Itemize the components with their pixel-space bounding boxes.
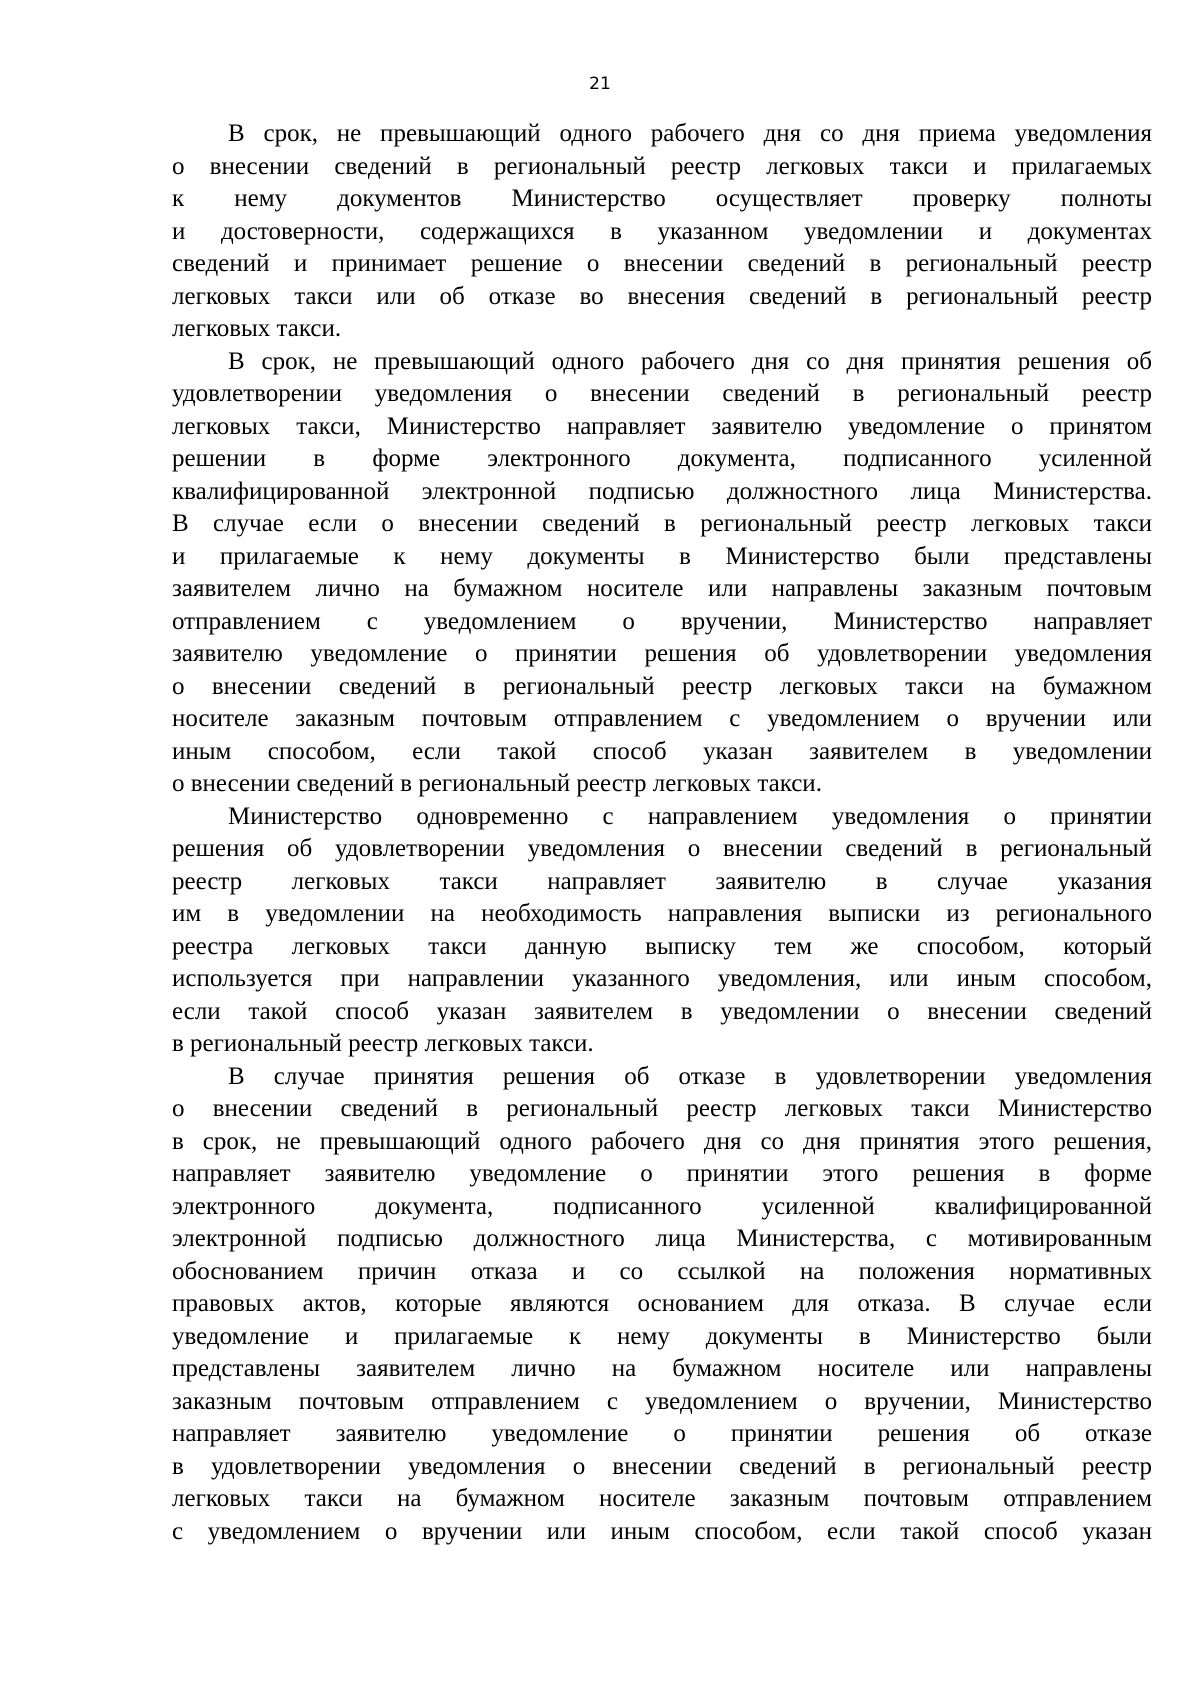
text-line: электронного документа, подписанного усиленной квалифицированной — [172, 1192, 1152, 1220]
text-line: заказным почтовым отправлением с уведомлением о вручении, Министерство — [172, 1387, 1152, 1415]
text-line: легковых такси на бумажном носителе заказным почтовым отправлением — [172, 1485, 1152, 1512]
text-line: удовлетворении уведомления о внесении сведений в региональный реестр — [172, 380, 1152, 407]
text-line: о внесении сведений в региональный реестр легковых такси и прилагаемых — [172, 152, 1152, 180]
text-line: носителе заказным почтовым отправлением с уведомлением о вручении или — [172, 705, 1152, 732]
page-number: 21 — [589, 74, 611, 94]
paragraph — [172, 801, 1152, 1061]
text-line: о внесении сведений в региональный реестр легковых такси. — [172, 770, 822, 797]
text-line: электронной подписью должностного лица Министерства, с мотивированным — [172, 1225, 1152, 1252]
text-line: сведений и принимает решение о внесении сведений в региональный реестр — [172, 250, 1152, 277]
text-line: используется при направлении указанного уведомления, или иным способом, — [172, 965, 1152, 992]
text-line: легковых такси или об отказе во внесения сведений в региональный реестр — [172, 282, 1152, 310]
text-line: В срок, не превышающий одного рабочего дня со дня приема уведомления — [228, 120, 1152, 147]
text-line: квалифицированной электронной подписью должностного лица Министерства. — [172, 477, 1152, 505]
text-line: если такой способ указан заявителем в уведомлении о внесении сведений — [172, 997, 1152, 1025]
text-line: В случае принятия решения об отказе в удовлетворении уведомления — [228, 1062, 1152, 1090]
text-line: решении в форме электронного документа, подписанного усиленной — [172, 445, 1152, 472]
text-line: в региональный реестр легковых такси. — [172, 1030, 594, 1057]
paragraph — [172, 118, 1152, 346]
text-line: направляет заявителю уведомление о принятии этого решения в форме — [172, 1160, 1152, 1187]
text-line: реестра легковых такси данную выписку тем же способом, который — [172, 932, 1152, 960]
text-line: в удовлетворении уведомления о внесении сведений в региональный реестр — [172, 1452, 1152, 1480]
text-line: уведомление и прилагаемые к нему документы в Министерство были — [172, 1322, 1152, 1350]
text-line: легковых такси, Министерство направляет заявителю уведомление о принятом — [172, 412, 1152, 440]
text-line: заявителю уведомление о принятии решения об удовлетворении уведомления — [172, 640, 1152, 667]
text-line: реестр легковых такси направляет заявителю в случае указания — [172, 867, 1152, 895]
text-line: легковых такси. — [172, 315, 342, 342]
text-line: о внесении сведений в региональный реестр легковых такси Министерство — [172, 1095, 1152, 1122]
text-line: им в уведомлении на необходимость направления выписки из регионального — [172, 900, 1152, 927]
text-line: заявителем лично на бумажном носителе или направлены заказным почтовым — [172, 575, 1152, 602]
text-line: Министерство одновременно с направлением уведомления о принятии — [228, 802, 1152, 830]
paragraph — [172, 346, 1152, 801]
text-line: решения об удовлетворении уведомления о внесении сведений в региональный — [172, 835, 1152, 862]
text-line: с уведомлением о вручении или иным способом, если такой способ указан — [172, 1517, 1152, 1545]
text-line: обоснованием причин отказа и со ссылкой на положения нормативных — [172, 1257, 1152, 1285]
body-text — [172, 118, 1152, 1548]
text-line: представлены заявителем лично на бумажном носителе или направлены — [172, 1355, 1152, 1382]
text-line: о внесении сведений в региональный реестр легковых такси на бумажном — [172, 672, 1152, 700]
text-line: в срок, не превышающий одного рабочего дня со дня принятия этого решения, — [172, 1127, 1152, 1155]
paragraph — [172, 1061, 1152, 1549]
text-line: иным способом, если такой способ указан заявителем в уведомлении — [172, 737, 1152, 765]
text-line: направляет заявителю уведомление о принятии решения об отказе — [172, 1420, 1152, 1447]
text-line: и прилагаемые к нему документы в Министерство были представлены — [172, 542, 1152, 570]
text-line: и достоверности, содержащихся в указанном уведомлении и документах — [172, 217, 1152, 245]
text-line: правовых актов, которые являются основанием для отказа. В случае если — [172, 1290, 1152, 1317]
text-line: В случае если о внесении сведений в региональный реестр легковых такси — [172, 510, 1152, 537]
text-line: отправлением с уведомлением о вручении, Министерство направляет — [172, 607, 1152, 635]
text-line: к нему документов Министерство осуществляет проверку полноты — [172, 185, 1152, 212]
text-line: В срок, не превышающий одного рабочего дня со дня принятия решения об — [228, 347, 1152, 375]
